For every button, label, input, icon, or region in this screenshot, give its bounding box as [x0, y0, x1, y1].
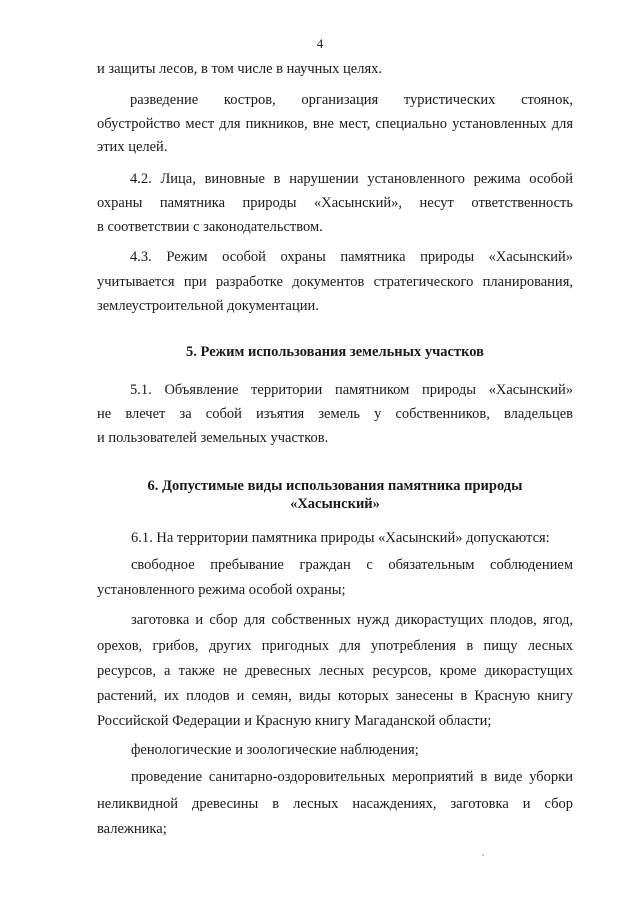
paragraph-line: и пользователей земельных участков.: [97, 430, 329, 446]
paragraph-line: охраны памятника природы «Хасынский», несут ответственность: [97, 195, 573, 211]
paragraph-line: растений, их плодов и семян, виды которых занесены в Красную книгу: [97, 688, 573, 704]
paragraph-line: проведение санитарно-оздоровительных мероприятий в виде уборки: [131, 769, 573, 785]
paragraph-line: 4.3. Режим особой охраны памятника природы «Хасынский»: [130, 249, 573, 265]
paragraph-line: не влечет за собой изъятия земель у собственников, владельцев: [97, 406, 573, 422]
paragraph-line: заготовка и сбор для собственных нужд дикорастущих плодов, ягод,: [131, 612, 573, 628]
page-number: 4: [316, 36, 324, 51]
paragraph-line: валежника;: [97, 821, 167, 837]
paragraph-line: фенологические и зоологические наблюдения;: [131, 742, 419, 758]
paragraph-line: обустройство мест для пикников, вне мест, специально установленных для: [97, 116, 573, 132]
section-heading-5: 5. Режим использования земельных участков: [186, 344, 484, 360]
paragraph-line: свободное пребывание граждан с обязательным соблюдением: [131, 557, 573, 573]
paragraph-line: установленного режима особой охраны;: [97, 582, 346, 598]
paragraph-line: землеустроительной документации.: [97, 298, 319, 314]
paragraph-line: этих целей.: [97, 139, 168, 155]
paragraph-line: 6.1. На территории памятника природы «Хасынский» допускаются:: [131, 530, 550, 546]
section-heading-6-line2: «Хасынский»: [290, 496, 380, 512]
paragraph-line: учитывается при разработке документов стратегического планирования,: [97, 274, 573, 290]
paragraph-line: и защиты лесов, в том числе в научных целях.: [97, 61, 382, 77]
scan-speck: [482, 854, 484, 856]
paragraph-line: разведение костров, организация туристических стоянок,: [130, 92, 573, 108]
paragraph-line: Российской Федерации и Красную книгу Магаданской области;: [97, 713, 492, 729]
paragraph-line: ресурсов, а также не древесных лесных ресурсов, кроме дикорастущих: [97, 663, 573, 679]
section-heading-6: 6. Допустимые виды использования памятника природы: [147, 478, 523, 494]
paragraph-line: в соответствии с законодательством.: [97, 219, 323, 235]
paragraph-line: 4.2. Лица, виновные в нарушении установленного режима особой: [130, 171, 573, 187]
paragraph-line: орехов, грибов, других пригодных для употребления в пищу лесных: [97, 638, 573, 654]
paragraph-line: 5.1. Объявление территории памятником природы «Хасынский»: [130, 382, 573, 398]
paragraph-line: неликвидной древесины в лесных насаждениях, заготовка и сбор: [97, 796, 573, 812]
